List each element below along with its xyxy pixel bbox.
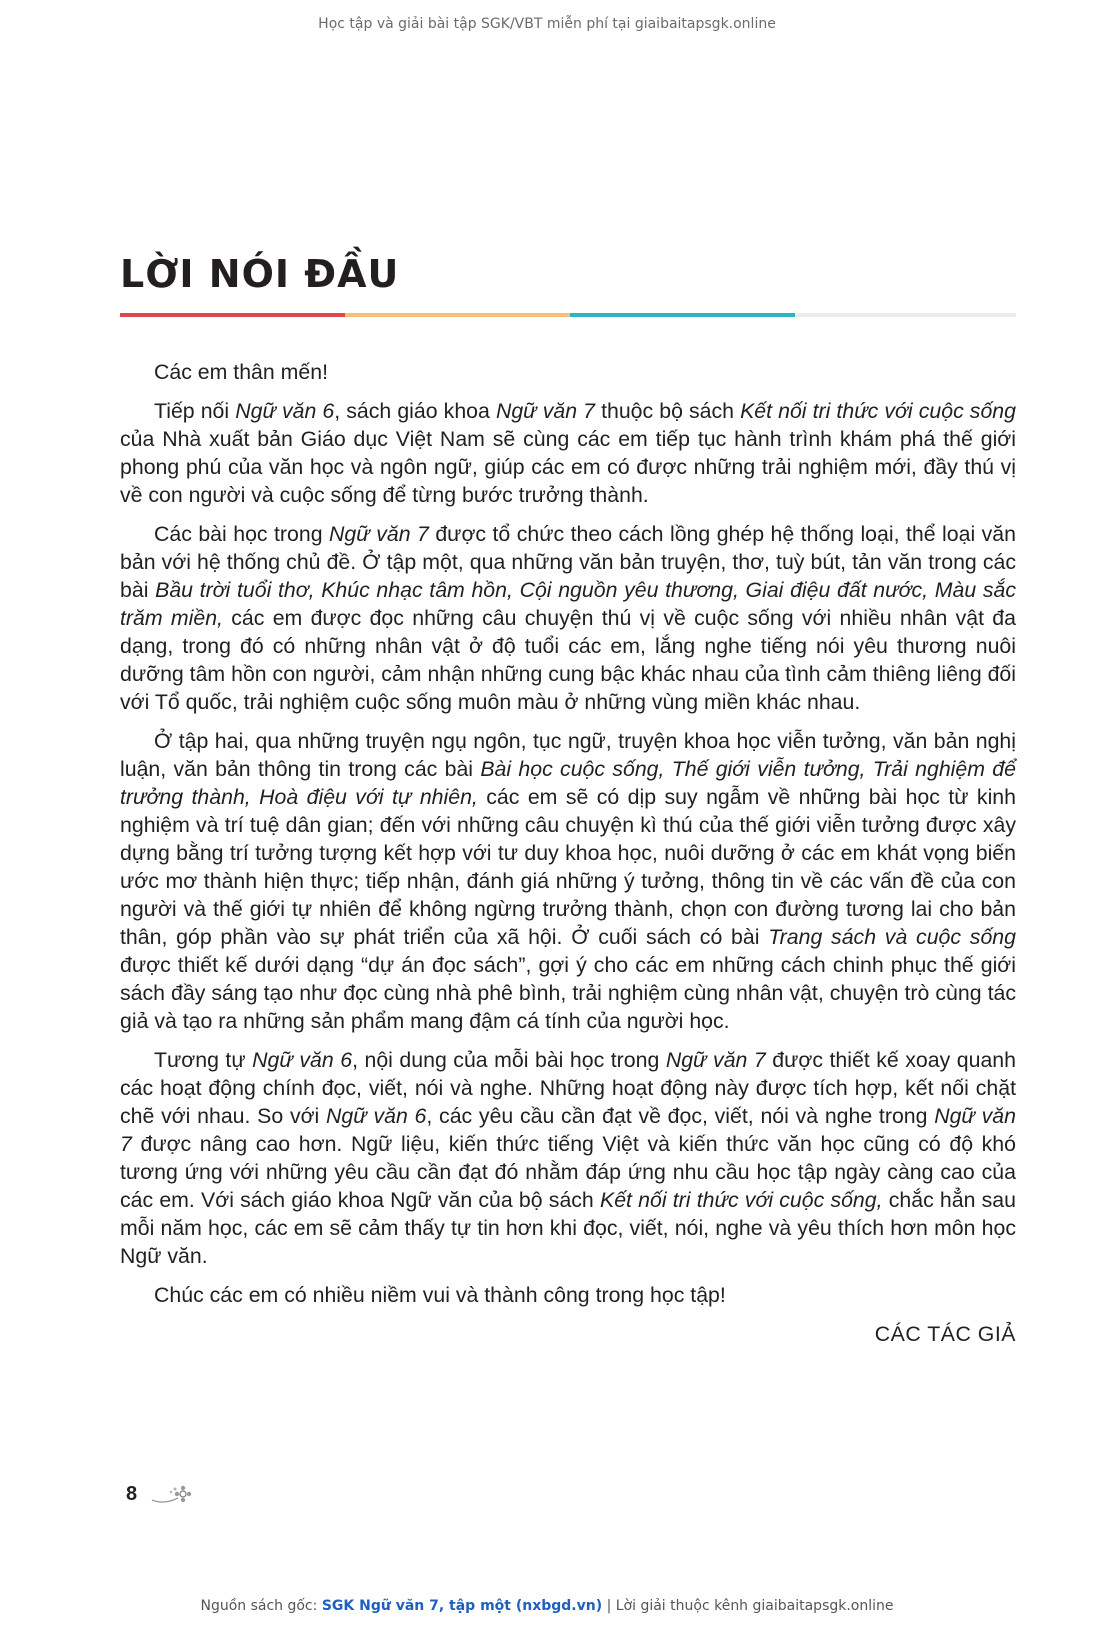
text-run: chắc hẳn sau mỗi năm học, các em sẽ cảm thấy tự tin hơn khi đọc, viết, nói, nghe và yêu thích hơn môn học Ngữ văn.: [120, 1188, 1016, 1268]
paragraph-3: [120, 727, 1016, 1035]
book-title: Ngữ văn 6: [235, 399, 335, 423]
flower-ornament-icon: [150, 1484, 196, 1506]
header-watermark: Học tập và giải bài tập SGK/VBT miễn phí tại giaibaitapsgk.online: [318, 16, 776, 32]
paragraph-1: [120, 397, 1016, 509]
text-run: được nâng cao hơn. Ngữ liệu, kiến thức tiếng Việt và kiến thức văn học cũng có độ khó tương ứng với những yêu cầu cần đạt đó nhằm đáp ứng nhu cầu học tập ngày càng cao của các em. Với sách giáo khoa Ngữ văn của bộ sách: [120, 1132, 1016, 1212]
page-number: 8: [126, 1483, 138, 1505]
underline-grey-segment: [795, 313, 1016, 317]
text-run: Ở tập hai, qua những truyện ngụ ngôn, tục ngữ, truyện khoa học viễn tưởng, văn bản nghị luận, văn bản thông tin trong các bài: [120, 729, 1016, 781]
paragraph-4: [120, 1046, 1016, 1270]
text-run: thuộc bộ sách: [595, 399, 741, 423]
lesson-titles: Bầu trời tuổi thơ, Khúc nhạc tâm hồn, Cội nguồn yêu thương, Giai điệu đất nước, Màu sắc trăm miền,: [120, 578, 1016, 630]
underline-red-segment: [120, 313, 345, 317]
text-run: Các bài học trong: [154, 522, 330, 546]
text-run: được tổ chức theo cách lồng ghép hệ thống loại, thể loại văn bản với hệ thống chủ đề. Ở tập một, qua những văn bản truyện, thơ, tuỳ bút, tản văn trong các bài: [120, 522, 1016, 602]
book-title: Ngữ văn 6: [252, 1048, 353, 1072]
underline-teal-segment: [570, 313, 795, 317]
text-run: Tương tự: [154, 1048, 253, 1072]
series-title: Kết nối tri thức với cuộc sống: [740, 399, 1016, 423]
page-title: LỜI NÓI ĐẦU: [120, 252, 400, 296]
title-underline: [120, 313, 1016, 317]
underline-yellow-segment: [345, 313, 570, 317]
footer-suffix: | Lời giải thuộc kênh giaibaitapsgk.online: [602, 1598, 894, 1614]
text-run: được thiết kế xoay quanh các hoạt động chính đọc, viết, nói và nghe. Những hoạt động này được tích hợp, kết nối chặt chẽ với nhau. So với: [120, 1048, 1016, 1128]
text-run: , nội dung của mỗi bài học trong: [352, 1048, 666, 1072]
text-run: các em được đọc những câu chuyện thú vị về cuộc sống với nhiều nhân vật đa dạng, trong đó có những nhân vật ở độ tuổi các em, lắng nghe tiếng nói yêu thương nuôi dưỡng tâm hồn con người, cảm nhận những cung bậc khác nhau của tình cảm thiêng liêng đối với Tổ quốc, trải nghiệm cuộc sống muôn màu ở những vùng miền khác nhau.: [120, 606, 1016, 714]
text-run: được thiết kế dưới dạng “dự án đọc sách”, gợi ý cho các em những cách chinh phục thế giới sách đầy sáng tạo như đọc cùng nhà phê bình, trải nghiệm cùng nhân vật, chuyện trò cùng tác giả và tạo ra những sản phẩm mang đậm cá tính của người học.: [120, 953, 1016, 1033]
book-title: Ngữ văn 6: [326, 1104, 427, 1128]
lesson-title: Trang sách và cuộc sống: [768, 925, 1016, 949]
footer-prefix: Nguồn sách gốc:: [200, 1598, 322, 1614]
text-run: các em sẽ có dịp suy ngẫm về những bài học từ kinh nghiệm và trí tuệ dân gian; đến với những câu chuyện kì thú của thế giới viễn tưởng được xây dựng bằng trí tưởng tượng kết hợp với tư duy khoa học, nuôi dưỡng ở các em khát vọng biến ước mơ thành hiện thực; tiếp nhận, đánh giá những ý tưởng, thông tin về các vấn đề của con người và thế giới tự nhiên để không ngừng trưởng thành, chọn con đường tương lai cho bản thân, góp phần vào sự phát triển của xã hội. Ở cuối sách có bài: [120, 785, 1017, 949]
footer-source-link[interactable]: SGK Ngữ văn 7, tập một (nxbgd.vn): [321, 1598, 603, 1614]
book-title: Ngữ văn 7: [665, 1048, 766, 1072]
series-title: Kết nối tri thức với cuộc sống,: [599, 1188, 883, 1212]
paragraph-2: [120, 520, 1016, 716]
footer-source: [0, 1598, 1094, 1614]
lesson-titles: Bài học cuộc sống, Thế giới viễn tưởng, Trải nghiệm để trưởng thành, Hoà điệu với tự nhiên,: [120, 757, 1016, 809]
closing-paragraph: Chúc các em có nhiều niềm vui và thành công trong học tập!: [154, 1283, 726, 1307]
greeting-paragraph: Các em thân mến!: [154, 360, 329, 384]
book-title: Ngữ văn 7: [495, 399, 595, 423]
signature: CÁC TÁC GIẢ: [874, 1322, 1016, 1346]
text-run: , các yêu cầu cần đạt về đọc, viết, nói và nghe trong: [426, 1104, 935, 1128]
text-run: Tiếp nối: [154, 399, 236, 423]
book-title: Ngữ văn 7: [329, 522, 429, 546]
book-title: Ngữ văn 7: [120, 1104, 1016, 1156]
preface-body: [120, 358, 1016, 1359]
text-run: , sách giáo khoa: [334, 399, 496, 423]
text-run: của Nhà xuất bản Giáo dục Việt Nam sẽ cùng các em tiếp tục hành trình khám phá thế giới phong phú của văn học và ngôn ngữ, giúp các em có được những trải nghiệm mới, đầy thú vị về con người và cuộc sống để từng bước trưởng thành.: [120, 427, 1016, 507]
